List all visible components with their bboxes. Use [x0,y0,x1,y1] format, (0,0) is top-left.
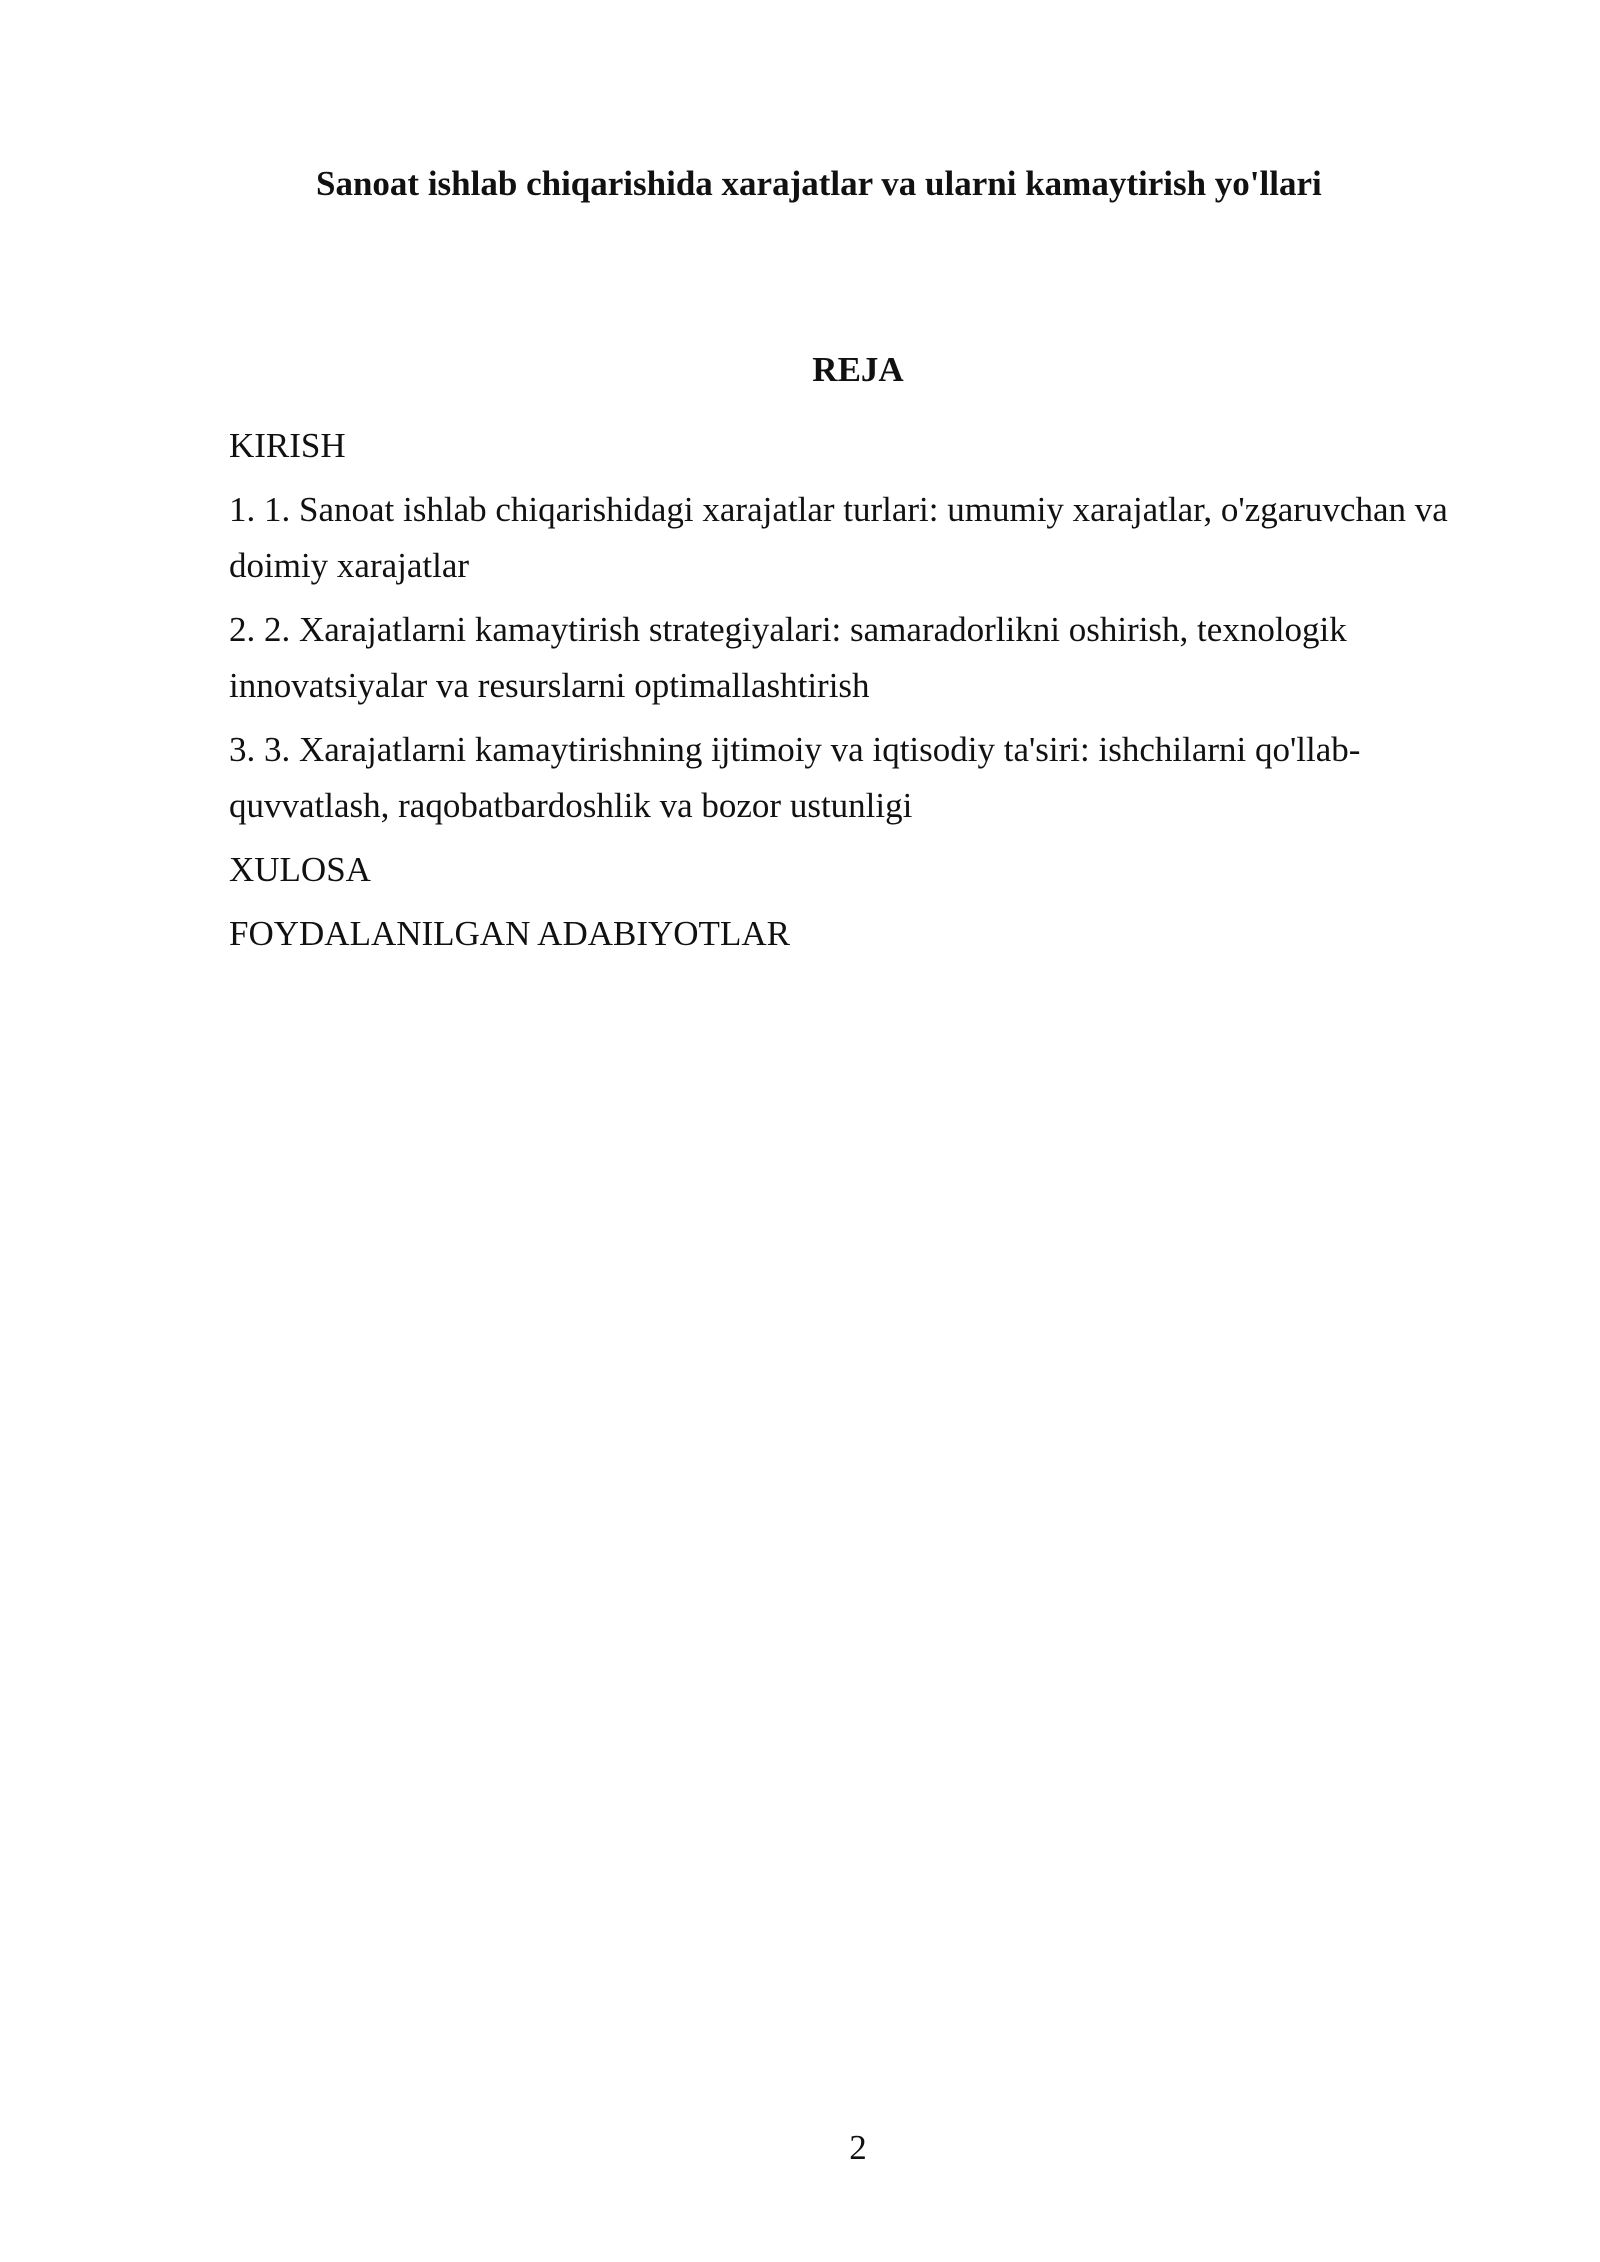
plan-list [229,418,1459,970]
plan-item-3: 3. 3. Xarajatlarni kamaytirishning ijtimoiy va iqtisodiy ta'siri: ishchilarni qo'llab-quvvatlash, raqobatbardoshlik va bozor ustunligi [229,730,1361,825]
plan-heading: REJA [812,350,904,389]
plan-item-1: 1. 1. Sanoat ishlab chiqarishidagi xarajatlar turlari: umumiy xarajatlar, o'zgaruvchan va doimiy xarajatlar [229,490,1448,585]
document-title: Sanoat ishlab chiqarishida xarajatlar va ularni kamaytirish yo'llari [316,164,1322,203]
plan-item-conclusion: XULOSA [229,850,371,889]
plan-item-introduction: KIRISH [229,426,346,465]
page-number: 2 [849,2128,867,2167]
plan-item-2: 2. 2. Xarajatlarni kamaytirish strategiyalari: samaradorlikni oshirish, texnologik innovatsiyalar va resurslarni optimallashtirish [229,610,1347,705]
plan-item-references: FOYDALANILGAN ADABIYOTLAR [229,914,790,953]
